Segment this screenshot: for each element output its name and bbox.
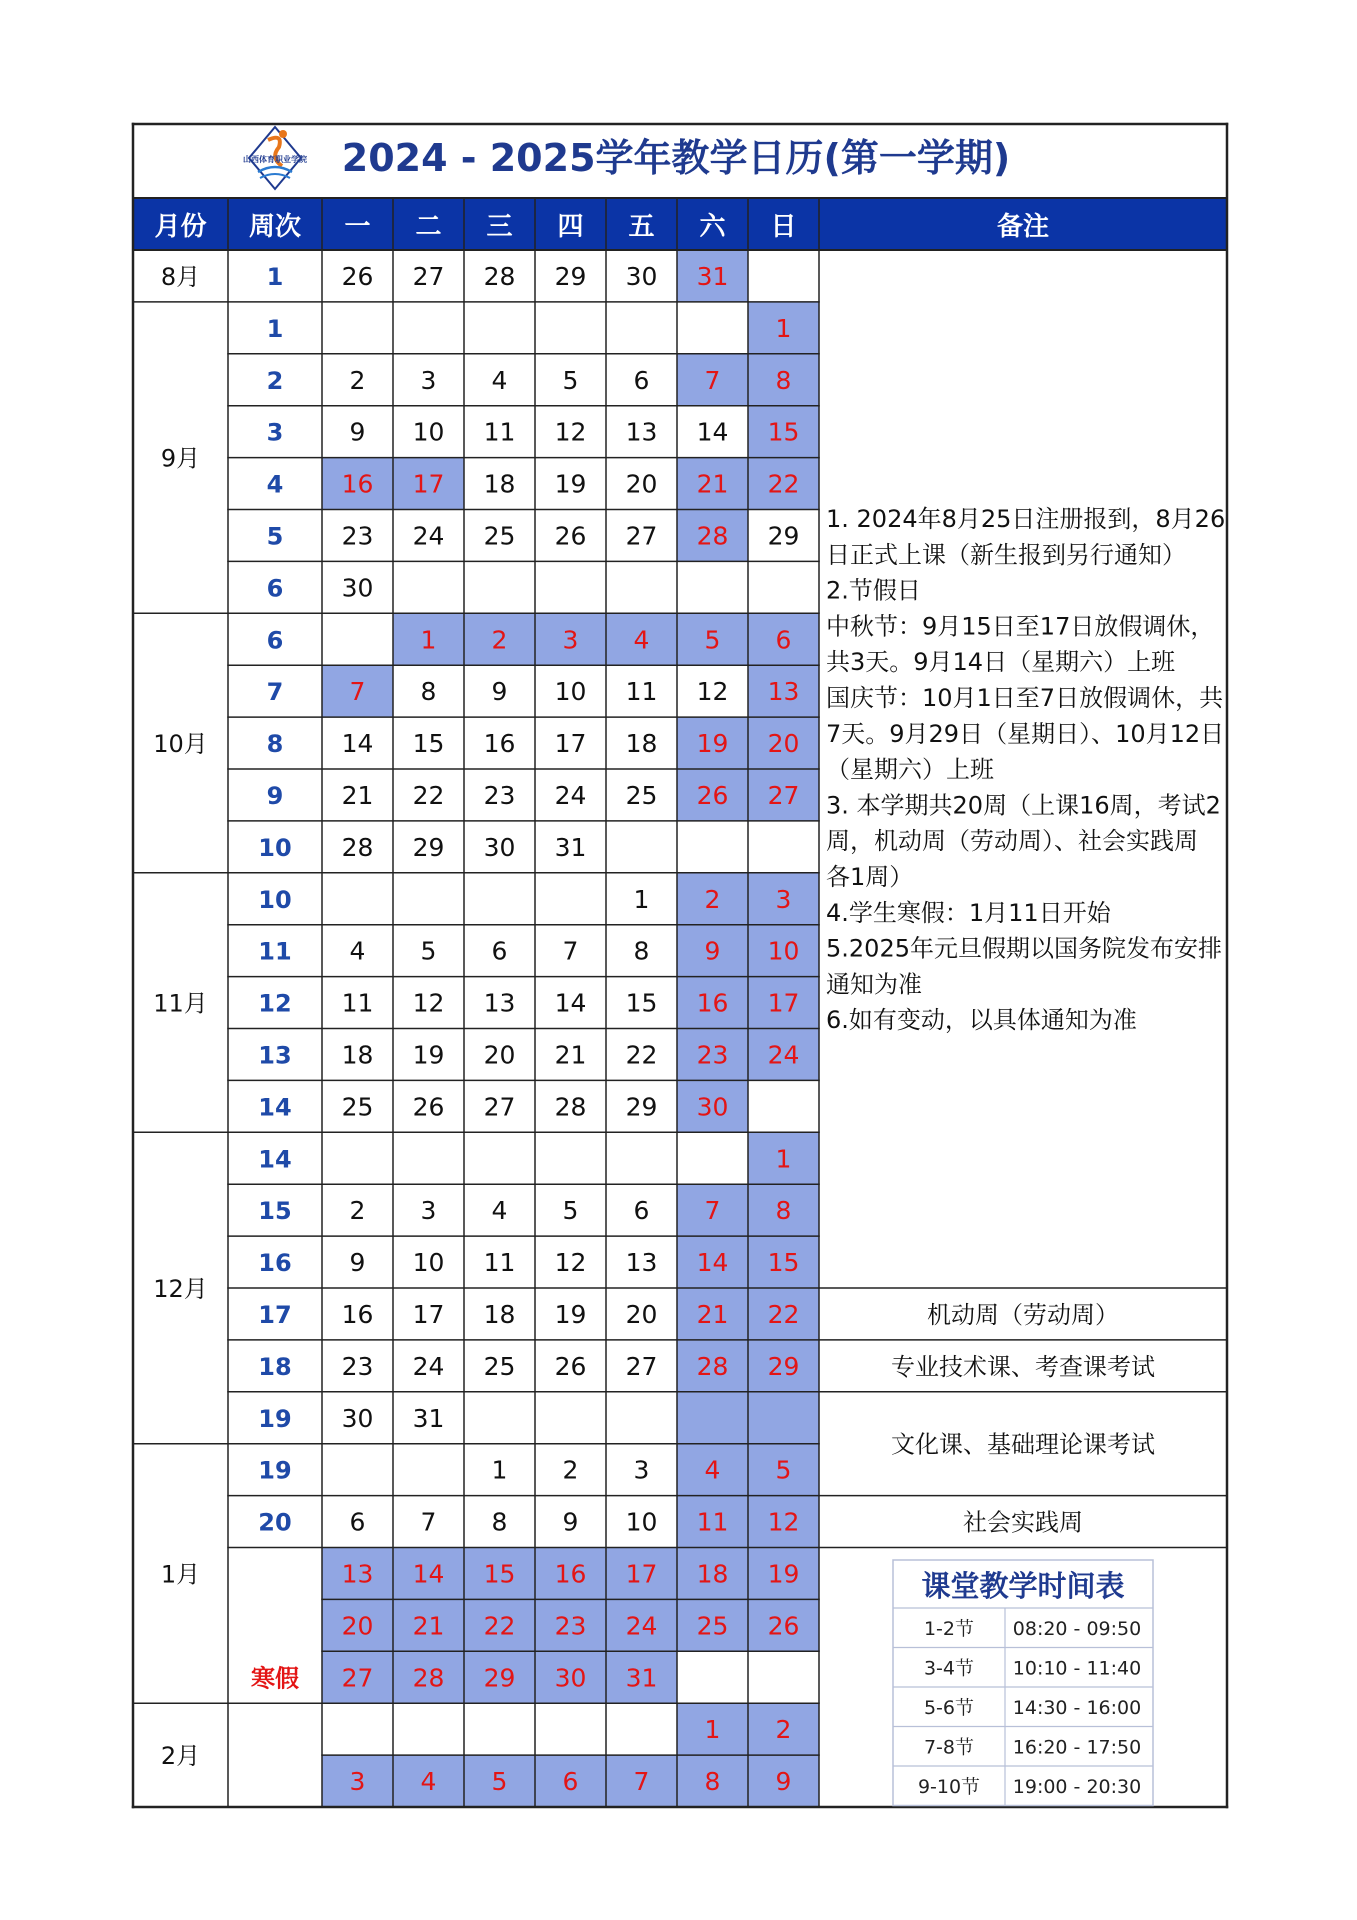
day-cell: 12: [767, 1507, 800, 1537]
header-notes: 备注: [996, 212, 1050, 242]
week-number: 7: [266, 678, 284, 707]
week-number: 11: [258, 937, 292, 966]
day-cell: 17: [554, 729, 587, 759]
day-cell: 26: [696, 780, 729, 810]
day-cell: 5: [775, 1455, 792, 1485]
schedule-time: 10:10 - 11:40: [1012, 1657, 1142, 1680]
day-cell: 4: [491, 365, 508, 395]
day-cell: 29: [412, 832, 445, 862]
day-cell: 21: [341, 780, 374, 810]
day-cell: 27: [341, 1663, 374, 1693]
day-cell: 22: [625, 1040, 658, 1070]
day-cell: 10: [412, 1248, 445, 1278]
day-cell: 7: [704, 1196, 721, 1226]
day-cell: 21: [554, 1040, 587, 1070]
holiday-cell: [677, 1392, 748, 1444]
header-month: 月份: [154, 212, 207, 242]
day-cell: 9: [349, 417, 366, 447]
day-cell: 30: [341, 573, 374, 603]
day-cell: 7: [633, 1767, 650, 1797]
day-cell: 15: [767, 1248, 800, 1278]
holiday-cell: [748, 1392, 819, 1444]
day-cell: 25: [483, 521, 516, 551]
day-cell: 20: [625, 469, 658, 499]
week-note: 文化课、基础理论课考试: [891, 1430, 1155, 1459]
day-cell: 25: [341, 1092, 374, 1122]
week-number: 1: [266, 314, 284, 343]
day-cell: 6: [491, 936, 508, 966]
notes-line: 5.2025年元旦假期以国务院发布安排: [826, 934, 1222, 963]
notes-line: 2.节假日: [826, 576, 921, 605]
week-number: 8: [266, 730, 284, 759]
day-cell: 6: [562, 1767, 579, 1797]
week-number: 19: [258, 1404, 292, 1433]
schedule-period: 3-4节: [923, 1657, 975, 1680]
day-cell: 25: [483, 1351, 516, 1381]
day-cell: 9: [349, 1248, 366, 1278]
day-cell: 14: [696, 1248, 729, 1278]
day-cell: 27: [483, 1092, 516, 1122]
week-number: 4: [266, 470, 284, 499]
day-cell: 19: [554, 1299, 587, 1329]
day-cell: 30: [341, 1403, 374, 1433]
week-number: 5: [266, 522, 284, 551]
day-cell: 3: [775, 884, 792, 914]
day-cell: 4: [491, 1196, 508, 1226]
day-cell: 3: [349, 1767, 366, 1797]
day-cell: 3: [420, 1196, 437, 1226]
week-number: 19: [258, 1456, 292, 1485]
day-cell: 23: [554, 1611, 587, 1641]
day-cell: 8: [491, 1507, 508, 1537]
day-cell: 15: [625, 988, 658, 1018]
day-cell: 26: [767, 1611, 800, 1641]
notes-line: 共3天。9月14日（星期六）上班: [826, 648, 1176, 677]
day-cell: 23: [696, 1040, 729, 1070]
day-cell: 22: [483, 1611, 516, 1641]
day-cell: 7: [420, 1507, 437, 1537]
day-cell: 5: [491, 1767, 508, 1797]
day-cell: 18: [483, 469, 516, 499]
logo-lettering: 山西体育职业学院: [243, 155, 307, 164]
day-cell: 8: [420, 677, 437, 707]
day-cell: 2: [349, 1196, 366, 1226]
day-cell: 26: [412, 1092, 445, 1122]
day-cell: 13: [483, 988, 516, 1018]
day-cell: 16: [696, 988, 729, 1018]
day-cell: 2: [775, 1715, 792, 1745]
day-cell: 30: [554, 1663, 587, 1693]
day-cell: 6: [349, 1507, 366, 1537]
day-cell: 28: [412, 1663, 445, 1693]
day-cell: 9: [775, 1767, 792, 1797]
day-cell: 7: [704, 365, 721, 395]
notes-line: （星期六）上班: [826, 755, 994, 784]
schedule-period: 7-8节: [923, 1736, 975, 1759]
week-number: 18: [258, 1352, 292, 1381]
day-cell: 25: [625, 780, 658, 810]
day-cell: 14: [696, 417, 729, 447]
day-cell: 27: [767, 780, 800, 810]
day-cell: 19: [554, 469, 587, 499]
day-cell: 29: [767, 521, 800, 551]
day-cell: 12: [412, 988, 445, 1018]
month-label: 1月: [160, 1560, 201, 1589]
day-cell: 29: [483, 1663, 516, 1693]
day-cell: 24: [625, 1611, 658, 1641]
day-cell: 17: [412, 1299, 445, 1329]
day-cell: 10: [767, 936, 800, 966]
header-weekday: 一: [344, 212, 371, 242]
day-cell: 30: [696, 1092, 729, 1122]
notes-line: 日正式上课（新生报到另行通知）: [826, 540, 1186, 569]
day-cell: 7: [562, 936, 579, 966]
week-number: 1: [266, 262, 284, 291]
title-bar: [243, 127, 1010, 189]
day-cell: 31: [625, 1663, 658, 1693]
day-cell: 20: [483, 1040, 516, 1070]
month-label: 12月: [153, 1275, 208, 1303]
day-cell: 29: [767, 1351, 800, 1381]
day-cell: 5: [420, 936, 437, 966]
day-cell: 11: [483, 1248, 516, 1278]
day-cell: 2: [704, 884, 721, 914]
day-cell: 23: [483, 780, 516, 810]
week-note: 专业技术课、考查课考试: [891, 1352, 1155, 1381]
day-cell: 5: [704, 625, 721, 655]
day-cell: 4: [349, 936, 366, 966]
day-cell: 23: [341, 521, 374, 551]
day-cell: 2: [349, 365, 366, 395]
day-cell: 13: [625, 417, 658, 447]
day-cell: 9: [562, 1507, 579, 1537]
day-cell: 3: [562, 625, 579, 655]
day-cell: 29: [625, 1092, 658, 1122]
day-cell: 11: [341, 988, 374, 1018]
day-cell: 18: [696, 1559, 729, 1589]
day-cell: 6: [633, 365, 650, 395]
day-cell: 2: [491, 625, 508, 655]
day-cell: 30: [625, 261, 658, 291]
month-label: 8月: [160, 262, 201, 291]
day-cell: 31: [696, 261, 729, 291]
day-cell: 25: [696, 1611, 729, 1641]
week-number: 14: [258, 1145, 292, 1174]
day-cell: 31: [412, 1403, 445, 1433]
day-cell: 22: [767, 1299, 800, 1329]
notes-line: 周，机动周（劳动周）、社会实践周: [826, 827, 1198, 856]
day-cell: 27: [412, 261, 445, 291]
day-cell: 21: [696, 469, 729, 499]
day-cell: 22: [412, 780, 445, 810]
day-cell: 8: [633, 936, 650, 966]
day-cell: 20: [625, 1299, 658, 1329]
day-cell: 12: [554, 417, 587, 447]
day-cell: 28: [696, 1351, 729, 1381]
week-note: 社会实践周: [963, 1508, 1083, 1537]
week-number: 12: [258, 989, 292, 1018]
week-number: 6: [266, 574, 284, 603]
header-weekday: 日: [770, 212, 797, 242]
schedule-title: 课堂教学时间表: [921, 1569, 1125, 1603]
day-cell: 21: [696, 1299, 729, 1329]
day-cell: 8: [775, 1196, 792, 1226]
day-cell: 26: [341, 261, 374, 291]
day-cell: 16: [341, 1299, 374, 1329]
day-cell: 11: [483, 417, 516, 447]
month-label: 9月: [160, 444, 201, 473]
day-cell: 11: [696, 1507, 729, 1537]
notes-line: 7天。9月29日（星期日）、10月12日: [826, 719, 1225, 748]
day-cell: 7: [349, 677, 366, 707]
day-cell: 23: [341, 1351, 374, 1381]
day-cell: 11: [625, 677, 658, 707]
day-cell: 2: [562, 1455, 579, 1485]
day-cell: 24: [554, 780, 587, 810]
day-cell: 15: [767, 417, 800, 447]
day-cell: 30: [483, 832, 516, 862]
day-cell: 4: [633, 625, 650, 655]
day-cell: 19: [767, 1559, 800, 1589]
week-number: 6: [266, 626, 284, 655]
day-cell: 18: [483, 1299, 516, 1329]
day-cell: 24: [412, 1351, 445, 1381]
week-number: 10: [258, 833, 292, 862]
day-cell: 28: [554, 1092, 587, 1122]
day-cell: 17: [767, 988, 800, 1018]
header-weekday: 四: [557, 212, 584, 242]
day-cell: 6: [633, 1196, 650, 1226]
day-cell: 12: [554, 1248, 587, 1278]
day-cell: 6: [775, 625, 792, 655]
notes-line: 4.学生寒假：1月11日开始: [826, 898, 1111, 927]
day-cell: 1: [420, 625, 437, 655]
schedule-time: 16:20 - 17:50: [1012, 1736, 1142, 1759]
header-weekday: 二: [415, 212, 442, 242]
day-cell: 13: [625, 1248, 658, 1278]
day-cell: 13: [341, 1559, 374, 1589]
day-cell: 21: [412, 1611, 445, 1641]
day-cell: 17: [625, 1559, 658, 1589]
notes-line: 6.如有变动，以具体通知为准: [826, 1006, 1137, 1035]
week-number: 14: [258, 1093, 292, 1122]
schedule-time: 08:20 - 09:50: [1012, 1617, 1142, 1640]
day-cell: 12: [696, 677, 729, 707]
day-cell: 28: [696, 521, 729, 551]
notes-line: 1. 2024年8月25日注册报到，8月26: [826, 505, 1226, 533]
day-cell: 17: [412, 469, 445, 499]
week-number: 17: [258, 1300, 292, 1329]
college-logo: [243, 127, 308, 189]
day-cell: 29: [554, 261, 587, 291]
week-number: 9: [266, 781, 284, 810]
header-weekday: 五: [628, 212, 655, 242]
day-cell: 13: [767, 677, 800, 707]
day-cell: 16: [483, 729, 516, 759]
day-cell: 28: [483, 261, 516, 291]
week-number: 15: [258, 1197, 292, 1226]
notes-line: 国庆节：10月1日至7日放假调休，共: [826, 684, 1224, 712]
month-label: 11月: [153, 989, 208, 1018]
day-cell: 8: [775, 365, 792, 395]
day-cell: 14: [341, 729, 374, 759]
day-cell: 3: [633, 1455, 650, 1485]
schedule-period: 5-6节: [923, 1696, 975, 1719]
month-label: 2月: [160, 1742, 201, 1771]
day-cell: 4: [420, 1767, 437, 1797]
winter-break-label: 寒假: [251, 1664, 299, 1693]
day-cell: 1: [704, 1715, 721, 1745]
day-cell: 1: [633, 884, 650, 914]
week-number: 13: [258, 1041, 292, 1070]
schedule-time: 14:30 - 16:00: [1012, 1696, 1142, 1719]
header-week: 周次: [248, 212, 302, 242]
month-label: 10月: [153, 730, 208, 759]
header-weekday: 三: [486, 212, 513, 242]
schedule-time: 19:00 - 20:30: [1012, 1775, 1142, 1798]
week-number: 10: [258, 885, 292, 914]
day-cell: 5: [562, 1196, 579, 1226]
week-number: 2: [266, 366, 284, 395]
day-cell: 1: [775, 1144, 792, 1174]
week-note: 机动周（劳动周）: [927, 1300, 1119, 1329]
day-cell: 22: [767, 469, 800, 499]
day-cell: 8: [704, 1767, 721, 1797]
week-number: 16: [258, 1249, 292, 1278]
notes-line: 通知为准: [826, 970, 922, 999]
day-cell: 19: [696, 729, 729, 759]
day-cell: 24: [412, 521, 445, 551]
day-cell: 20: [341, 1611, 374, 1641]
day-cell: 18: [625, 729, 658, 759]
notes-line: 中秋节：9月15日至17日放假调休，: [826, 612, 1215, 641]
day-cell: 3: [420, 365, 437, 395]
day-cell: 24: [767, 1040, 800, 1070]
day-cell: 27: [625, 521, 658, 551]
page-title: 2024 - 2025学年教学日历(第一学期): [341, 136, 1011, 180]
day-cell: 10: [412, 417, 445, 447]
day-cell: 28: [341, 832, 374, 862]
notes-line: 3. 本学期共20周（上课16周，考试2: [826, 791, 1221, 820]
header-weekday: 六: [699, 212, 726, 242]
day-cell: 16: [341, 469, 374, 499]
schedule-period: 1-2节: [923, 1617, 975, 1640]
day-cell: 5: [562, 365, 579, 395]
notes-line: 各1周）: [826, 863, 914, 891]
day-cell: 15: [412, 729, 445, 759]
day-cell: 15: [483, 1559, 516, 1589]
day-cell: 14: [554, 988, 587, 1018]
day-cell: 18: [341, 1040, 374, 1070]
day-cell: 10: [554, 677, 587, 707]
day-cell: 10: [625, 1507, 658, 1537]
week-number: 3: [266, 418, 284, 447]
day-cell: 4: [704, 1455, 721, 1485]
schedule-period: 9-10节: [917, 1775, 981, 1798]
day-cell: 1: [491, 1455, 508, 1485]
day-cell: 31: [554, 832, 587, 862]
day-cell: 1: [775, 313, 792, 343]
day-cell: 27: [625, 1351, 658, 1381]
day-cell: 19: [412, 1040, 445, 1070]
day-cell: 20: [767, 729, 800, 759]
day-cell: 26: [554, 521, 587, 551]
day-cell: 16: [554, 1559, 587, 1589]
day-cell: 14: [412, 1559, 445, 1589]
day-cell: 9: [704, 936, 721, 966]
day-cell: 9: [491, 677, 508, 707]
day-cell: 26: [554, 1351, 587, 1381]
week-number: 20: [258, 1508, 292, 1537]
